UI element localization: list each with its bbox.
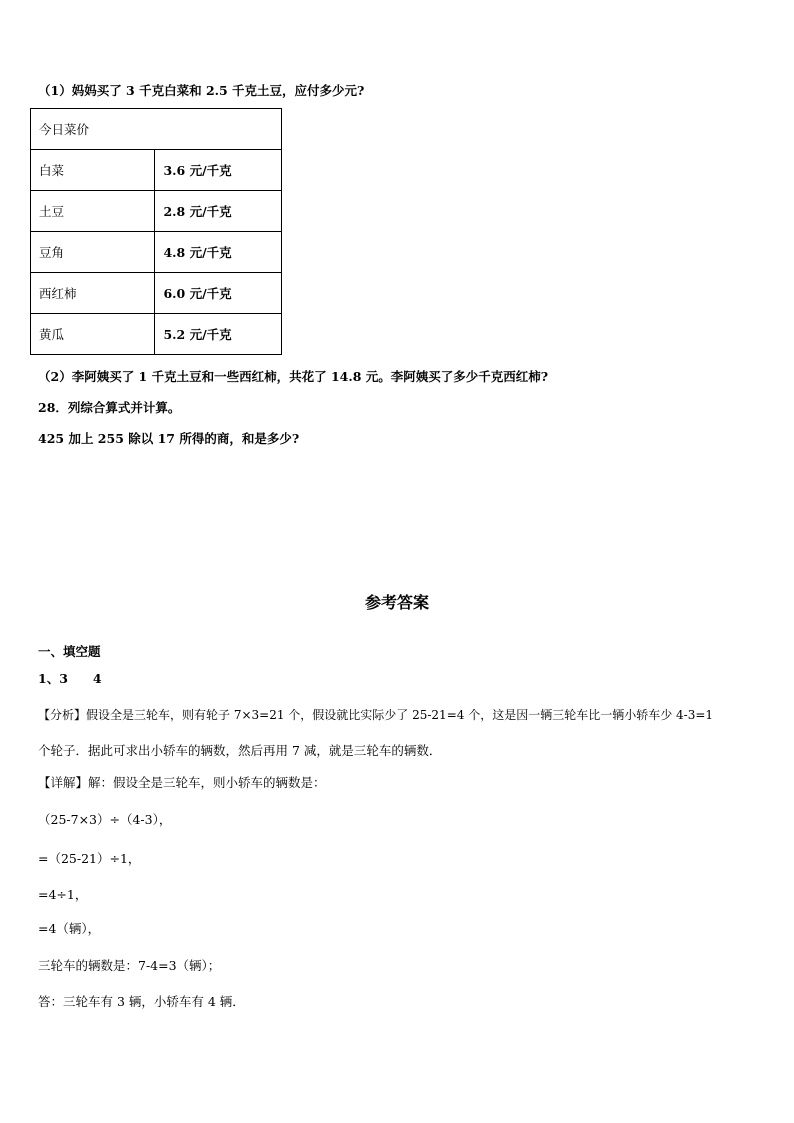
vegetable-price: 5.2 元/千克 (155, 314, 282, 355)
table-row (31, 150, 282, 191)
vegetable-price: 3.6 元/千克 (155, 150, 282, 191)
table-row (31, 232, 282, 273)
vegetable-price: 4.8 元/千克 (155, 232, 282, 273)
price-table (30, 108, 282, 355)
vegetable-price: 2.8 元/千克 (155, 191, 282, 232)
section-title: 一、填空题 (38, 644, 101, 659)
solution-step: 三轮车的辆数是：7-4=3（辆）； (38, 958, 221, 973)
vegetable-name: 土豆 (31, 191, 155, 232)
vegetable-price: 6.0 元/千克 (155, 273, 282, 314)
table-row (31, 273, 282, 314)
table-row (31, 191, 282, 232)
analysis-line-1: 【分析】假设全是三轮车，则有轮子 7×3=21 个，假设就比实际少了 25-21=4 个，这是因一辆三轮车比一辆小轿车少 4-3=1 (38, 708, 714, 722)
vegetable-name: 白菜 (31, 150, 155, 191)
detail-intro: 【详解】解：假设全是三轮车，则小轿车的辆数是： (38, 775, 326, 790)
problem-28-text: 425 加上 255 除以 17 所得的商，和是多少? (38, 431, 300, 446)
vegetable-name: 西红柿 (31, 273, 155, 314)
problem-28-title: 28．列综合算式并计算。 (38, 400, 181, 415)
conclusion: 答：三轮车有 3 辆，小轿车有 4 辆． (38, 994, 245, 1009)
solution-step: =（25-21）÷1， (38, 851, 141, 866)
table-header: 今日菜价 (31, 109, 282, 150)
table-header-row (31, 109, 282, 150)
question-1: （1）妈妈买了 3 千克白菜和 2.5 千克土豆，应付多少元? (38, 83, 365, 98)
question-2: （2）李阿姨买了 1 千克土豆和一些西红柿，共花了 14.8 元。李阿姨买了多少千克西红柿? (38, 369, 549, 384)
vegetable-name: 豆角 (31, 232, 155, 273)
analysis-line-2: 个轮子．据此可求出小轿车的辆数，然后再用 7 减，就是三轮车的辆数． (38, 743, 442, 758)
solution-step: （25-7×3）÷（4-3）， (38, 812, 172, 827)
solution-step: =4（辆）， (38, 921, 101, 936)
answer-1: 1、3 4 (38, 671, 102, 686)
answers-heading: 参考答案 (364, 593, 429, 612)
vegetable-name: 黄瓜 (31, 314, 155, 355)
table-row (31, 314, 282, 355)
solution-step: =4÷1， (38, 887, 88, 902)
